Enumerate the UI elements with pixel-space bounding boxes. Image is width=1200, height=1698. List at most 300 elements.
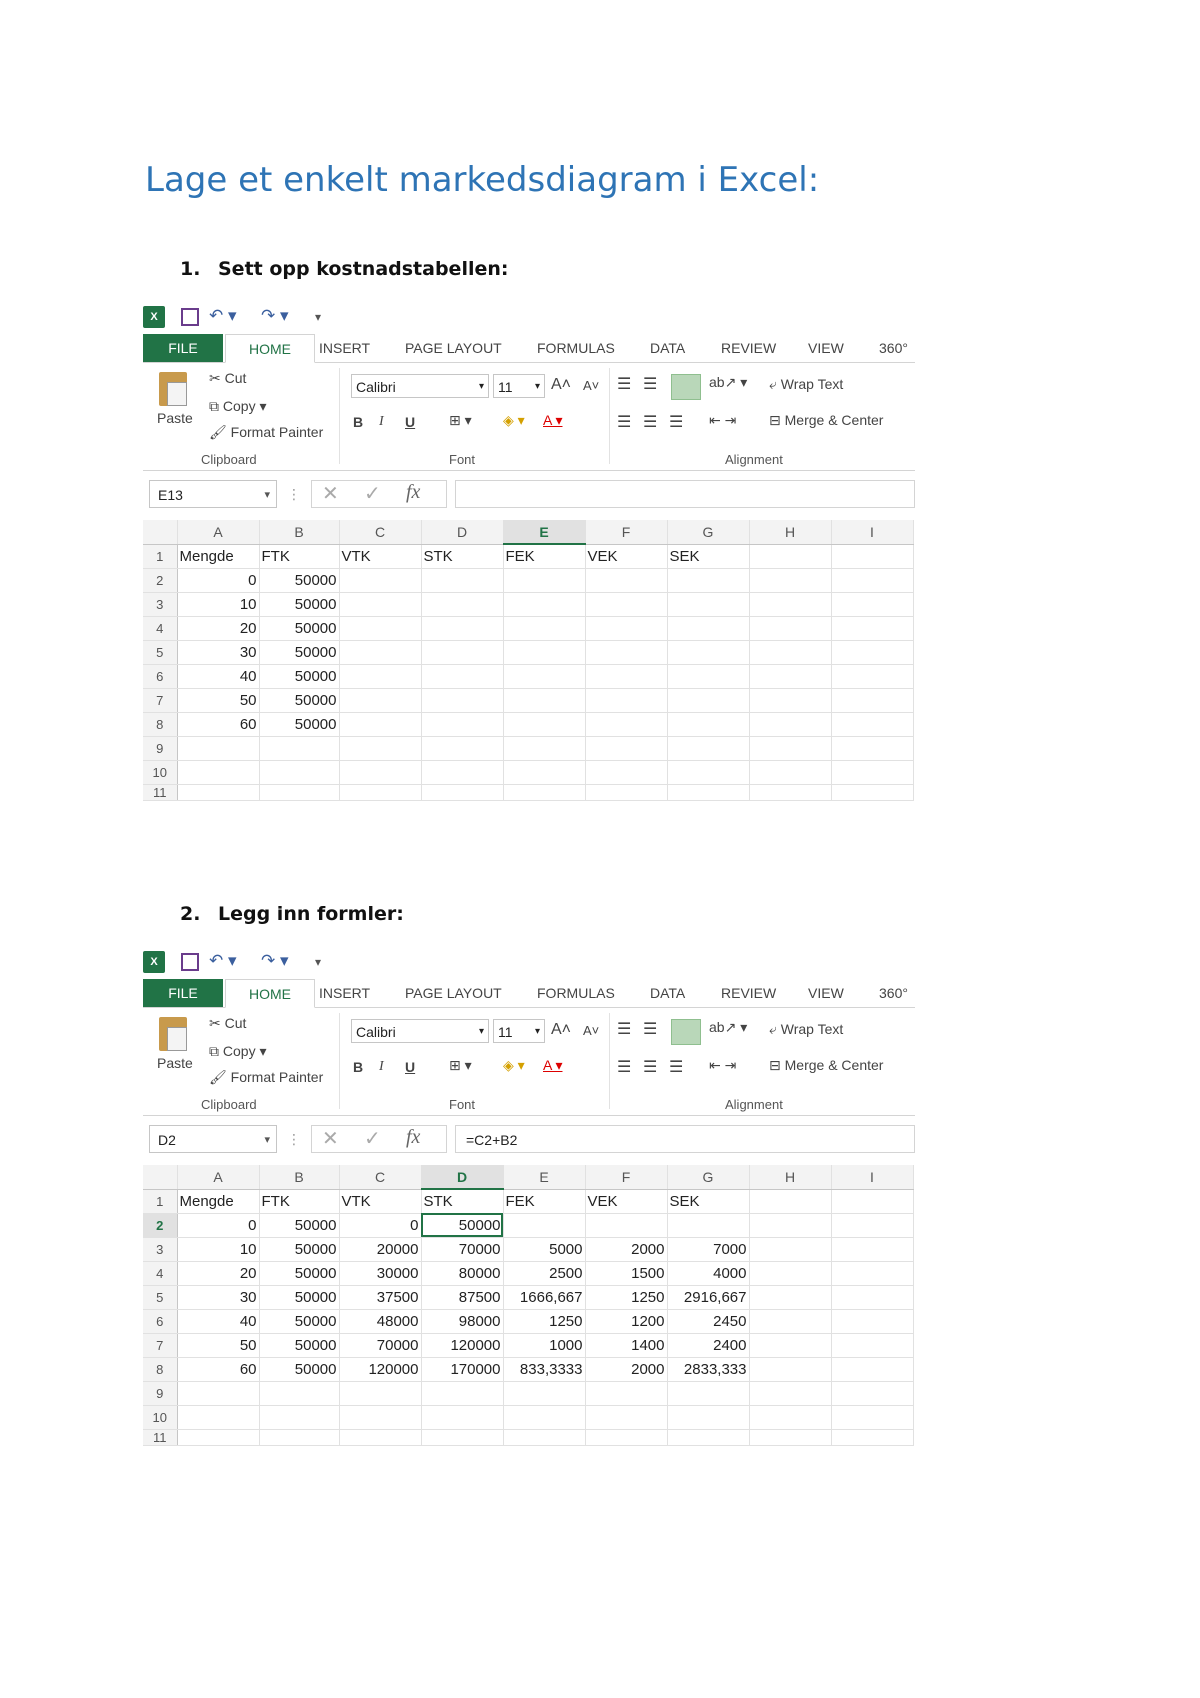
cell-F7[interactable]: 1400: [585, 1333, 667, 1357]
cell-F1[interactable]: VEK: [585, 544, 667, 568]
decrease-font-icon[interactable]: A˅: [583, 1023, 600, 1038]
cell-G7[interactable]: 2400: [667, 1333, 749, 1357]
row-number[interactable]: 2: [143, 568, 177, 592]
cell-I2[interactable]: [831, 1213, 913, 1237]
cell-B10[interactable]: [259, 760, 339, 784]
column-header[interactable]: F: [585, 520, 667, 544]
align-middle-icon[interactable]: ☰: [643, 376, 658, 393]
cell-C6[interactable]: 48000: [339, 1309, 421, 1333]
merge-center-button[interactable]: ⊟ Merge & Center: [769, 412, 884, 428]
cell-F7[interactable]: [585, 688, 667, 712]
name-box[interactable]: D2 ▾: [149, 1125, 277, 1153]
font-name-select[interactable]: Calibri ▾: [351, 1019, 489, 1043]
cell-I4[interactable]: [831, 1261, 913, 1285]
cell-E2[interactable]: [503, 568, 585, 592]
align-center-icon[interactable]: ☰: [643, 414, 658, 431]
cut-button[interactable]: ✂ Cut: [209, 1015, 247, 1031]
increase-font-icon[interactable]: A˄: [551, 376, 572, 393]
row-number[interactable]: 3: [143, 1237, 177, 1261]
cell-A4[interactable]: 20: [177, 616, 259, 640]
cell-B1[interactable]: FTK: [259, 1189, 339, 1213]
cell-I7[interactable]: [831, 688, 913, 712]
cut-button[interactable]: ✂ Cut: [209, 370, 247, 386]
format-painter-button[interactable]: 🖌 Format Painter: [209, 1069, 324, 1085]
tab-page-layout[interactable]: PAGE LAYOUT: [405, 340, 502, 356]
cell-I10[interactable]: [831, 760, 913, 784]
cell-D1[interactable]: STK: [421, 1189, 503, 1213]
formula-input[interactable]: [455, 480, 915, 508]
fx-icon[interactable]: fx: [406, 1126, 421, 1148]
indent-icon[interactable]: ⇤ ⇥: [709, 1057, 737, 1073]
row-number[interactable]: 9: [143, 736, 177, 760]
cell-G1[interactable]: SEK: [667, 1189, 749, 1213]
paste-icon[interactable]: [159, 372, 187, 406]
cell-A9[interactable]: [177, 736, 259, 760]
customize-toolbar-icon[interactable]: ▾: [315, 310, 322, 324]
cell-C5[interactable]: [339, 640, 421, 664]
column-header[interactable]: A: [177, 520, 259, 544]
select-all-corner[interactable]: [143, 520, 177, 544]
tab-review[interactable]: REVIEW: [721, 985, 777, 1001]
copy-button[interactable]: ⧉ Copy ▾: [209, 1043, 267, 1059]
cell-G3[interactable]: 7000: [667, 1237, 749, 1261]
bold-button[interactable]: B: [353, 1059, 364, 1075]
cell-D10[interactable]: [421, 760, 503, 784]
tab-insert[interactable]: INSERT: [319, 985, 371, 1001]
align-right-icon[interactable]: ☰: [669, 414, 684, 431]
cell-H6[interactable]: [749, 664, 831, 688]
cell-F6[interactable]: 1200: [585, 1309, 667, 1333]
cell-F3[interactable]: [585, 592, 667, 616]
cell-D7[interactable]: 120000: [421, 1333, 503, 1357]
formula-input[interactable]: =C2+B2: [455, 1125, 915, 1153]
column-header[interactable]: D: [421, 520, 503, 544]
align-middle-icon[interactable]: ☰: [643, 1021, 658, 1038]
cell-A2[interactable]: 0: [177, 1213, 259, 1237]
row-number[interactable]: 10: [143, 760, 177, 784]
font-name-select[interactable]: Calibri ▾: [351, 374, 489, 398]
cell-G10[interactable]: [667, 1405, 749, 1429]
cell-B7[interactable]: 50000: [259, 1333, 339, 1357]
cell-E4[interactable]: [503, 616, 585, 640]
column-header[interactable]: B: [259, 1165, 339, 1189]
cell-D10[interactable]: [421, 1405, 503, 1429]
cell-B1[interactable]: FTK: [259, 544, 339, 568]
indent-icon[interactable]: ⇤ ⇥: [709, 412, 737, 428]
cell-H9[interactable]: [749, 736, 831, 760]
cell-H3[interactable]: [749, 592, 831, 616]
cell-A1[interactable]: Mengde: [177, 1189, 259, 1213]
cell-E1[interactable]: FEK: [503, 1189, 585, 1213]
align-left-icon[interactable]: ☰: [617, 1059, 632, 1076]
cell-A6[interactable]: 40: [177, 1309, 259, 1333]
cell-D2[interactable]: [421, 568, 503, 592]
cell-B4[interactable]: 50000: [259, 1261, 339, 1285]
wrap-text-button[interactable]: ⤶ Wrap Text: [769, 1021, 844, 1037]
cell-G5[interactable]: 2916,667: [667, 1285, 749, 1309]
cell-F3[interactable]: 2000: [585, 1237, 667, 1261]
cell-A3[interactable]: 10: [177, 592, 259, 616]
redo-icon[interactable]: ↷ ▾: [261, 306, 289, 325]
cell-B11[interactable]: [259, 784, 339, 800]
cell-D4[interactable]: 80000: [421, 1261, 503, 1285]
cell-B8[interactable]: 50000: [259, 712, 339, 736]
cell-F11[interactable]: [585, 784, 667, 800]
cell-H10[interactable]: [749, 760, 831, 784]
align-bottom-icon[interactable]: [671, 374, 701, 400]
cell-B6[interactable]: 50000: [259, 1309, 339, 1333]
undo-icon[interactable]: ↶ ▾: [209, 306, 237, 325]
cell-H11[interactable]: [749, 1429, 831, 1445]
cell-A7[interactable]: 50: [177, 1333, 259, 1357]
cell-B9[interactable]: [259, 736, 339, 760]
cell-G8[interactable]: 2833,333: [667, 1357, 749, 1381]
column-header[interactable]: H: [749, 520, 831, 544]
cell-B7[interactable]: 50000: [259, 688, 339, 712]
cell-A8[interactable]: 60: [177, 712, 259, 736]
format-painter-button[interactable]: 🖌 Format Painter: [209, 424, 324, 440]
cell-D7[interactable]: [421, 688, 503, 712]
cell-A9[interactable]: [177, 1381, 259, 1405]
cell-H7[interactable]: [749, 688, 831, 712]
cell-H7[interactable]: [749, 1333, 831, 1357]
cell-A8[interactable]: 60: [177, 1357, 259, 1381]
orientation-icon[interactable]: ab↗ ▾: [709, 374, 748, 390]
redo-icon[interactable]: ↷ ▾: [261, 951, 289, 970]
row-number[interactable]: 6: [143, 1309, 177, 1333]
align-left-icon[interactable]: ☰: [617, 414, 632, 431]
paste-icon[interactable]: [159, 1017, 187, 1051]
cell-H1[interactable]: [749, 544, 831, 568]
cell-B6[interactable]: 50000: [259, 664, 339, 688]
cell-F9[interactable]: [585, 736, 667, 760]
cell-F2[interactable]: [585, 568, 667, 592]
cell-C3[interactable]: 20000: [339, 1237, 421, 1261]
cell-D11[interactable]: [421, 1429, 503, 1445]
cell-A11[interactable]: [177, 1429, 259, 1445]
cell-G7[interactable]: [667, 688, 749, 712]
cell-B9[interactable]: [259, 1381, 339, 1405]
cell-E3[interactable]: [503, 592, 585, 616]
cell-I5[interactable]: [831, 1285, 913, 1309]
cell-E9[interactable]: [503, 736, 585, 760]
cell-E8[interactable]: 833,3333: [503, 1357, 585, 1381]
tab-formulas[interactable]: FORMULAS: [537, 985, 615, 1001]
cell-C1[interactable]: VTK: [339, 1189, 421, 1213]
column-header[interactable]: I: [831, 520, 913, 544]
decrease-font-icon[interactable]: A˅: [583, 378, 600, 393]
cell-H11[interactable]: [749, 784, 831, 800]
column-header[interactable]: C: [339, 1165, 421, 1189]
cell-C10[interactable]: [339, 760, 421, 784]
cell-C5[interactable]: 37500: [339, 1285, 421, 1309]
fill-color-icon[interactable]: ◈ ▾: [503, 412, 525, 428]
cell-F4[interactable]: 1500: [585, 1261, 667, 1285]
cell-I10[interactable]: [831, 1405, 913, 1429]
cell-B5[interactable]: 50000: [259, 640, 339, 664]
row-number[interactable]: 4: [143, 1261, 177, 1285]
tab-home[interactable]: HOME: [225, 979, 315, 1008]
cell-I11[interactable]: [831, 784, 913, 800]
cell-H8[interactable]: [749, 1357, 831, 1381]
cell-G2[interactable]: [667, 1213, 749, 1237]
font-color-icon[interactable]: A ▾: [543, 412, 563, 428]
cell-F10[interactable]: [585, 760, 667, 784]
cell-E10[interactable]: [503, 1405, 585, 1429]
borders-icon[interactable]: ⊞ ▾: [449, 1057, 472, 1073]
cell-C4[interactable]: [339, 616, 421, 640]
column-header[interactable]: B: [259, 520, 339, 544]
cell-E3[interactable]: 5000: [503, 1237, 585, 1261]
column-header[interactable]: A: [177, 1165, 259, 1189]
cell-F5[interactable]: [585, 640, 667, 664]
cell-C2[interactable]: 0: [339, 1213, 421, 1237]
cell-E7[interactable]: 1000: [503, 1333, 585, 1357]
cell-G3[interactable]: [667, 592, 749, 616]
cell-C11[interactable]: [339, 1429, 421, 1445]
cell-I1[interactable]: [831, 1189, 913, 1213]
cell-G10[interactable]: [667, 760, 749, 784]
row-number[interactable]: 10: [143, 1405, 177, 1429]
cell-E6[interactable]: [503, 664, 585, 688]
cell-C7[interactable]: [339, 688, 421, 712]
wrap-text-button[interactable]: ⤶ Wrap Text: [769, 376, 844, 392]
borders-icon[interactable]: ⊞ ▾: [449, 412, 472, 428]
row-number[interactable]: 4: [143, 616, 177, 640]
tab-file[interactable]: FILE: [143, 334, 223, 362]
cell-G4[interactable]: [667, 616, 749, 640]
fill-color-icon[interactable]: ◈ ▾: [503, 1057, 525, 1073]
cell-D6[interactable]: [421, 664, 503, 688]
cell-G9[interactable]: [667, 736, 749, 760]
cell-I6[interactable]: [831, 1309, 913, 1333]
cell-D8[interactable]: 170000: [421, 1357, 503, 1381]
cell-H8[interactable]: [749, 712, 831, 736]
row-number[interactable]: 1: [143, 1189, 177, 1213]
tab-360[interactable]: 360°: [879, 340, 908, 356]
cell-H9[interactable]: [749, 1381, 831, 1405]
fx-icon[interactable]: fx: [406, 481, 421, 503]
cell-H1[interactable]: [749, 1189, 831, 1213]
cell-C4[interactable]: 30000: [339, 1261, 421, 1285]
cell-H5[interactable]: [749, 1285, 831, 1309]
cell-F4[interactable]: [585, 616, 667, 640]
cell-E10[interactable]: [503, 760, 585, 784]
cell-G8[interactable]: [667, 712, 749, 736]
cell-C10[interactable]: [339, 1405, 421, 1429]
save-icon[interactable]: [181, 953, 199, 971]
cell-B2[interactable]: 50000: [259, 568, 339, 592]
cell-D2[interactable]: 50000: [421, 1213, 503, 1237]
enter-icon[interactable]: ✓: [364, 483, 381, 505]
increase-font-icon[interactable]: A˄: [551, 1021, 572, 1038]
cell-C3[interactable]: [339, 592, 421, 616]
align-top-icon[interactable]: ☰: [617, 376, 632, 393]
cell-I7[interactable]: [831, 1333, 913, 1357]
cell-A2[interactable]: 0: [177, 568, 259, 592]
cell-E6[interactable]: 1250: [503, 1309, 585, 1333]
tab-data[interactable]: DATA: [650, 985, 686, 1001]
cell-B4[interactable]: 50000: [259, 616, 339, 640]
column-header[interactable]: G: [667, 1165, 749, 1189]
cell-I8[interactable]: [831, 712, 913, 736]
cell-H4[interactable]: [749, 1261, 831, 1285]
cell-D11[interactable]: [421, 784, 503, 800]
cell-D9[interactable]: [421, 1381, 503, 1405]
cell-G5[interactable]: [667, 640, 749, 664]
tab-data[interactable]: DATA: [650, 340, 686, 356]
italic-button[interactable]: I: [379, 1059, 384, 1074]
cell-I8[interactable]: [831, 1357, 913, 1381]
cell-A10[interactable]: [177, 760, 259, 784]
cell-G6[interactable]: [667, 664, 749, 688]
cell-H2[interactable]: [749, 568, 831, 592]
cell-G9[interactable]: [667, 1381, 749, 1405]
bold-button[interactable]: B: [353, 414, 364, 430]
cell-C9[interactable]: [339, 1381, 421, 1405]
align-right-icon[interactable]: ☰: [669, 1059, 684, 1076]
row-number[interactable]: 7: [143, 1333, 177, 1357]
cell-B11[interactable]: [259, 1429, 339, 1445]
row-number[interactable]: 9: [143, 1381, 177, 1405]
cell-C1[interactable]: VTK: [339, 544, 421, 568]
cell-C9[interactable]: [339, 736, 421, 760]
tab-view[interactable]: VIEW: [808, 340, 844, 356]
paste-button[interactable]: Paste: [157, 1055, 193, 1071]
column-header[interactable]: F: [585, 1165, 667, 1189]
cell-C8[interactable]: [339, 712, 421, 736]
cell-C11[interactable]: [339, 784, 421, 800]
cell-I3[interactable]: [831, 1237, 913, 1261]
column-header[interactable]: G: [667, 520, 749, 544]
tab-home[interactable]: HOME: [225, 334, 315, 363]
underline-button[interactable]: U: [405, 414, 416, 430]
column-header[interactable]: E: [503, 520, 585, 544]
cell-C8[interactable]: 120000: [339, 1357, 421, 1381]
font-size-select[interactable]: 11 ▾: [493, 374, 545, 398]
cancel-icon[interactable]: ✕: [322, 483, 339, 505]
merge-center-button[interactable]: ⊟ Merge & Center: [769, 1057, 884, 1073]
cell-B3[interactable]: 50000: [259, 1237, 339, 1261]
cell-A5[interactable]: 30: [177, 640, 259, 664]
cell-C7[interactable]: 70000: [339, 1333, 421, 1357]
align-bottom-icon[interactable]: [671, 1019, 701, 1045]
cell-B2[interactable]: 50000: [259, 1213, 339, 1237]
cell-A6[interactable]: 40: [177, 664, 259, 688]
cell-A5[interactable]: 30: [177, 1285, 259, 1309]
tab-page-layout[interactable]: PAGE LAYOUT: [405, 985, 502, 1001]
cell-D5[interactable]: [421, 640, 503, 664]
cell-E9[interactable]: [503, 1381, 585, 1405]
cell-H10[interactable]: [749, 1405, 831, 1429]
row-number[interactable]: 6: [143, 664, 177, 688]
cell-I6[interactable]: [831, 664, 913, 688]
cell-E1[interactable]: FEK: [503, 544, 585, 568]
cell-G6[interactable]: 2450: [667, 1309, 749, 1333]
cell-F8[interactable]: 2000: [585, 1357, 667, 1381]
cell-C6[interactable]: [339, 664, 421, 688]
row-number[interactable]: 2: [143, 1213, 177, 1237]
cell-A4[interactable]: 20: [177, 1261, 259, 1285]
cell-D1[interactable]: STK: [421, 544, 503, 568]
tab-formulas[interactable]: FORMULAS: [537, 340, 615, 356]
column-header[interactable]: I: [831, 1165, 913, 1189]
customize-toolbar-icon[interactable]: ▾: [315, 955, 322, 969]
cell-I1[interactable]: [831, 544, 913, 568]
cell-E8[interactable]: [503, 712, 585, 736]
tab-view[interactable]: VIEW: [808, 985, 844, 1001]
column-header[interactable]: D: [421, 1165, 503, 1189]
tab-review[interactable]: REVIEW: [721, 340, 777, 356]
row-number[interactable]: 1: [143, 544, 177, 568]
cell-B3[interactable]: 50000: [259, 592, 339, 616]
cell-H5[interactable]: [749, 640, 831, 664]
column-header[interactable]: H: [749, 1165, 831, 1189]
cell-I9[interactable]: [831, 736, 913, 760]
copy-button[interactable]: ⧉ Copy ▾: [209, 398, 267, 414]
cell-D4[interactable]: [421, 616, 503, 640]
cell-D3[interactable]: [421, 592, 503, 616]
cell-G4[interactable]: 4000: [667, 1261, 749, 1285]
cell-I3[interactable]: [831, 592, 913, 616]
cell-F2[interactable]: [585, 1213, 667, 1237]
cell-F9[interactable]: [585, 1381, 667, 1405]
cell-I5[interactable]: [831, 640, 913, 664]
cell-F6[interactable]: [585, 664, 667, 688]
cell-D3[interactable]: 70000: [421, 1237, 503, 1261]
cell-I2[interactable]: [831, 568, 913, 592]
cell-E4[interactable]: 2500: [503, 1261, 585, 1285]
cell-D9[interactable]: [421, 736, 503, 760]
tab-file[interactable]: FILE: [143, 979, 223, 1007]
row-number[interactable]: 8: [143, 712, 177, 736]
align-top-icon[interactable]: ☰: [617, 1021, 632, 1038]
cell-A10[interactable]: [177, 1405, 259, 1429]
row-number[interactable]: 3: [143, 592, 177, 616]
cell-H3[interactable]: [749, 1237, 831, 1261]
column-header[interactable]: C: [339, 520, 421, 544]
cell-I9[interactable]: [831, 1381, 913, 1405]
cell-E11[interactable]: [503, 784, 585, 800]
cell-E7[interactable]: [503, 688, 585, 712]
cell-H4[interactable]: [749, 616, 831, 640]
save-icon[interactable]: [181, 308, 199, 326]
cell-I4[interactable]: [831, 616, 913, 640]
font-size-select[interactable]: 11 ▾: [493, 1019, 545, 1043]
enter-icon[interactable]: ✓: [364, 1128, 381, 1150]
orientation-icon[interactable]: ab↗ ▾: [709, 1019, 748, 1035]
row-number[interactable]: 8: [143, 1357, 177, 1381]
cell-G2[interactable]: [667, 568, 749, 592]
row-number[interactable]: 5: [143, 640, 177, 664]
cell-D8[interactable]: [421, 712, 503, 736]
font-color-icon[interactable]: A ▾: [543, 1057, 563, 1073]
align-center-icon[interactable]: ☰: [643, 1059, 658, 1076]
cell-A1[interactable]: Mengde: [177, 544, 259, 568]
cell-F8[interactable]: [585, 712, 667, 736]
cell-F11[interactable]: [585, 1429, 667, 1445]
name-box[interactable]: E13 ▾: [149, 480, 277, 508]
cell-A7[interactable]: 50: [177, 688, 259, 712]
row-number[interactable]: 11: [143, 784, 177, 800]
cell-D6[interactable]: 98000: [421, 1309, 503, 1333]
row-number[interactable]: 7: [143, 688, 177, 712]
cell-B8[interactable]: 50000: [259, 1357, 339, 1381]
column-header[interactable]: E: [503, 1165, 585, 1189]
cell-A3[interactable]: 10: [177, 1237, 259, 1261]
cell-H2[interactable]: [749, 1213, 831, 1237]
tab-360[interactable]: 360°: [879, 985, 908, 1001]
